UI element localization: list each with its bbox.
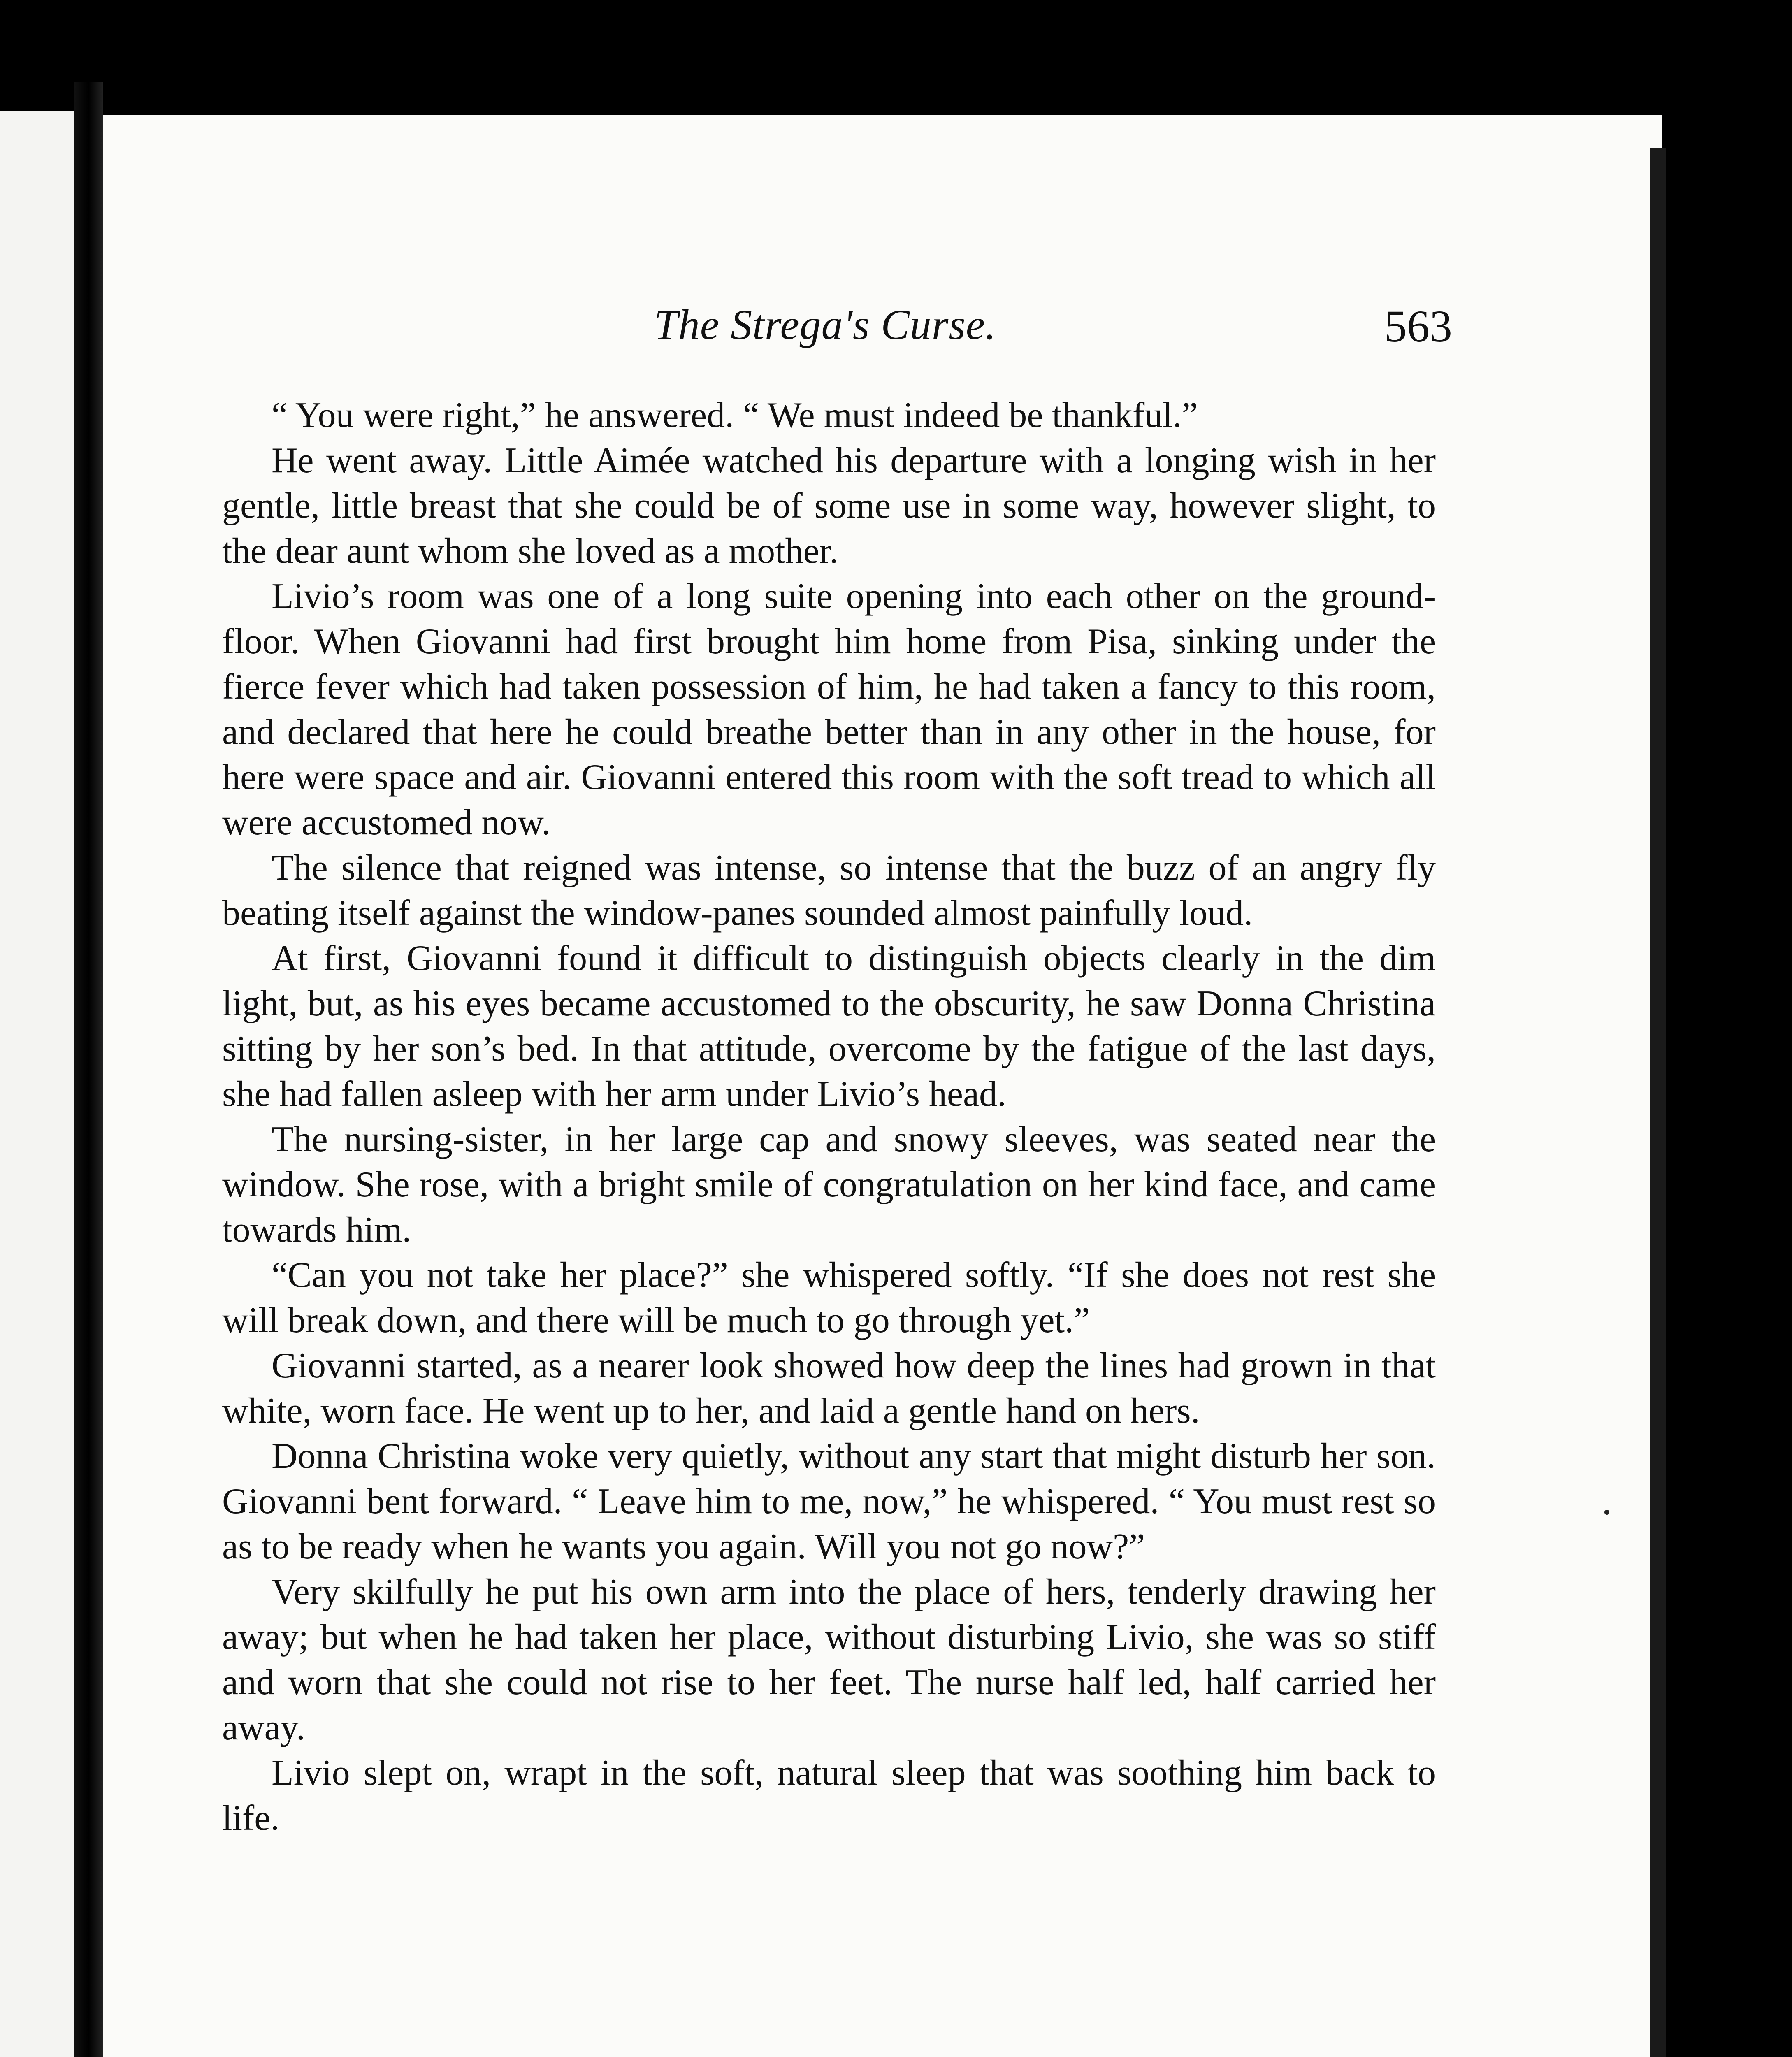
paragraph: Very skilfully he put his own arm into the place of hers, tenderly drawing her away; but when he had taken her place, without disturbing Livio, she was so stiff and worn that she could not rise to her feet. The nurse half led, half carried her away.: [222, 1572, 1436, 1748]
page-edge-shadow: [1650, 148, 1666, 2057]
paragraph: Giovanni started, as a nearer look showed how deep the lines had grown in that white, worn face. He went up to her, and laid a gentle hand on hers.: [222, 1346, 1436, 1431]
paragraph: He went away. Little Aimée watched his departure with a longing wish in her gentle, little breast that she could be of some use in some way, however slight, to the dear aunt whom she loved as a mother.: [222, 441, 1436, 571]
paragraph: Livio’s room was one of a long suite opening into each other on the ground-floor. When Giovanni had first brought him home from Pisa, sinking under the fierce fever which had taken possession of him, he had taken a fancy to this room, and declared that here he could breathe better than in any other in the house, for here were space and air. Giovanni entered this room with the soft tread to which all were accustomed now.: [222, 576, 1436, 843]
book-gutter: [74, 82, 103, 2057]
paragraph: Livio slept on, wrapt in the soft, natural sleep that was soothing him back to life.: [222, 1753, 1436, 1838]
facing-page-edge: [0, 111, 74, 2057]
paragraph: At first, Giovanni found it difficult to distinguish objects clearly in the dim light, but, as his eyes became accustomed to the obscurity, he saw Donna Christina sitting by her son’s bed. In that attitude, overcome by the fatigue of the last days, she had fallen asleep with her arm under Livio’s head.: [222, 938, 1436, 1114]
body-text: [222, 393, 1436, 1841]
running-title: The Strega's Curse.: [654, 301, 996, 348]
running-head: [222, 300, 1452, 362]
paragraph: “ You were right,” he answered. “ We must indeed be thankful.”: [272, 395, 1198, 435]
paragraph: “Can you not take her place?” she whispered softly. “If she does not rest she will break down, and there will be much to go through yet.”: [222, 1255, 1436, 1340]
paragraph: The silence that reigned was intense, so intense that the buzz of an angry fly beating itself against the window-panes sounded almost painfully loud.: [222, 848, 1436, 933]
paragraph: The nursing-sister, in her large cap and snowy sleeves, was seated near the window. She rose, with a bright smile of congratulation on her kind face, and came towards him.: [222, 1119, 1436, 1250]
page-number: 563: [1384, 301, 1452, 351]
ink-speck: [1604, 1510, 1609, 1515]
paragraph: Donna Christina woke very quietly, without any start that might disturb her son. Giovanni bent forward. “ Leave him to me, now,” he whispered. “ You must rest so as to be ready when he wants you again. Will you not go now?”: [222, 1436, 1436, 1567]
